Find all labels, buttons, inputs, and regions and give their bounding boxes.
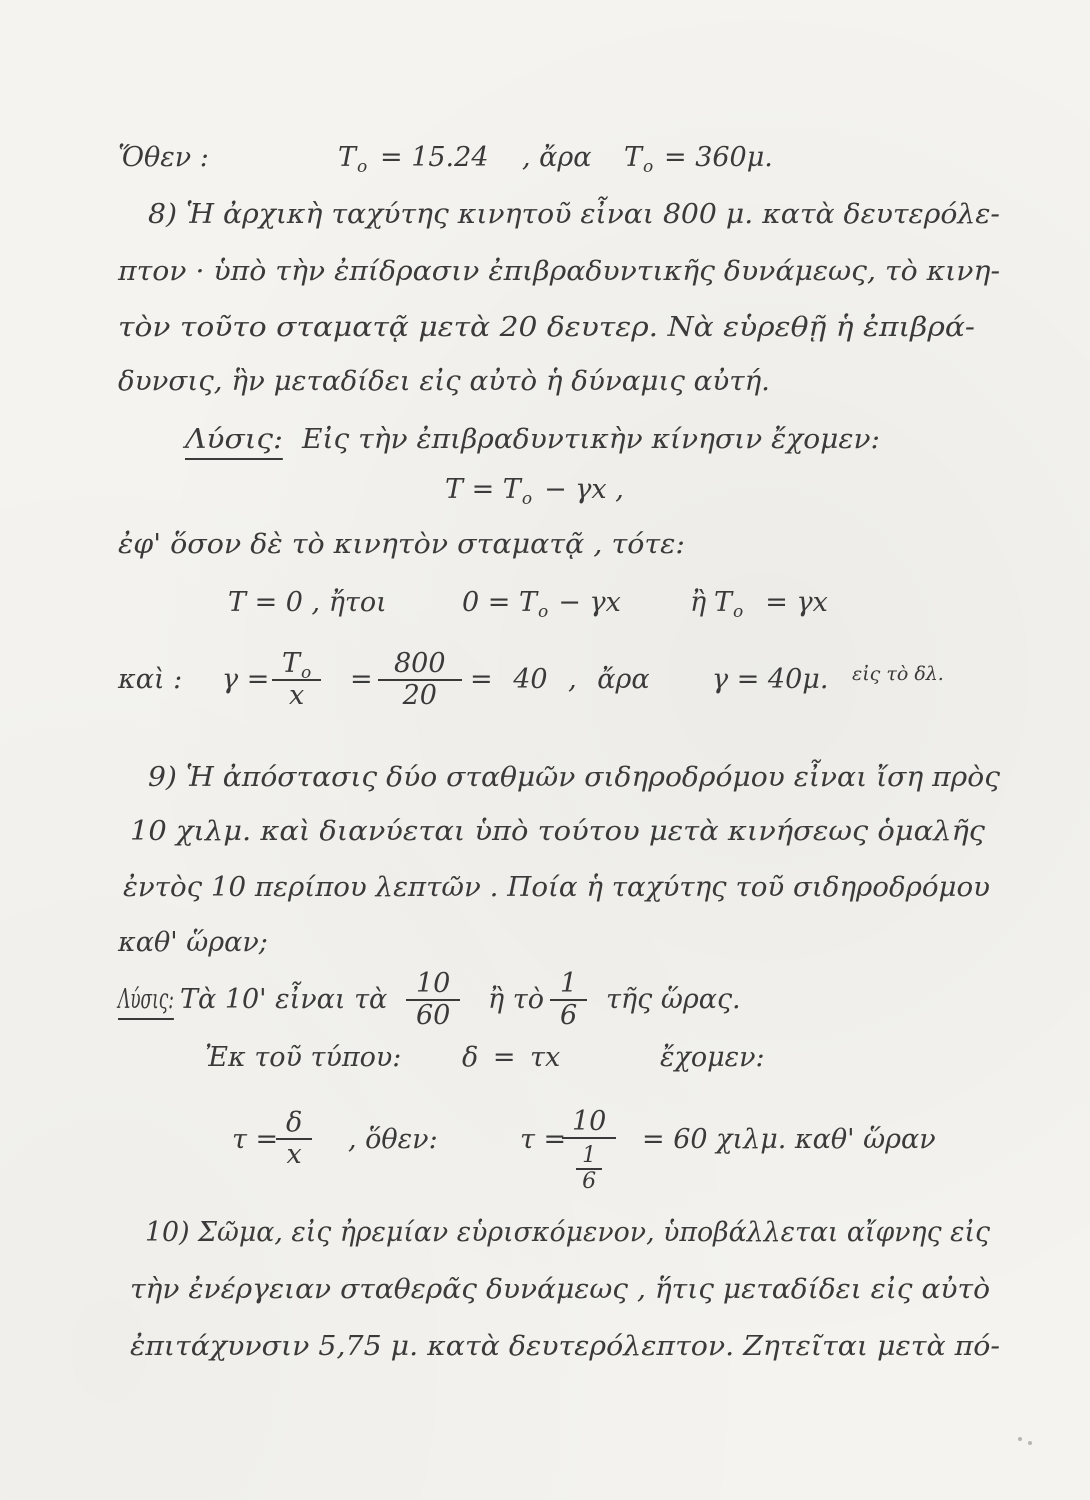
symbol-t: T <box>714 587 733 618</box>
text-line: τὸν τοῦτο σταματᾷ μετὰ 20 δευτερ. Νὰ εὑρεθῇ ἡ ἐπιβρά- <box>118 312 976 343</box>
step1-text: Τὰ 10' εἶναι τὰ <box>180 984 388 1015</box>
fraction-numerator: 10 <box>416 968 451 999</box>
tau-equals: τ = <box>232 1124 279 1155</box>
step1-tail: τῆς ὥρας. <box>606 984 741 1015</box>
problem-8-line-1 <box>148 198 1000 232</box>
text-line: ἐντὸς 10 περίπου λεπτῶν . Ποία ἡ ταχύτης τοῦ σιδηροδρόμου <box>123 872 991 903</box>
text-line: 8) Ἡ ἀρχικὴ ταχύτης κινητοῦ εἶναι 800 μ. κατὰ δευτερόλε- <box>148 199 1000 230</box>
kai-word: καὶ : <box>118 664 183 695</box>
text-line: Εἰς τὴν ἐπιβραδυντικὴν κίνησιν ἔχομεν: <box>302 424 880 455</box>
text-line: ἐφ' ὅσον δὲ τὸ κινητὸν σταματᾷ , τότε: <box>118 529 685 560</box>
fraction-denominator <box>576 1139 602 1194</box>
fraction-denominator: x <box>286 1139 302 1170</box>
equation-part: 0 = T <box>462 587 537 618</box>
stop-condition <box>118 528 685 562</box>
fraction-1-over-6-small <box>576 1144 602 1194</box>
fraction-denominator: 6 <box>582 1169 597 1194</box>
problem-8-line-3 <box>118 311 975 345</box>
fraction-denominator: 20 <box>402 680 437 711</box>
problem-10-line-1 <box>145 1216 990 1250</box>
t0-value-1: = 15.24 <box>380 142 489 173</box>
equation-lhs: T = T <box>445 474 521 505</box>
equation-rhs: − γx , <box>544 474 624 505</box>
fraction-1-over-6 <box>550 969 587 1031</box>
fraction-t0-over-x <box>272 649 321 711</box>
fraction-numerator: 1 <box>560 968 578 999</box>
othen-word: Ὅθεν : <box>118 142 209 173</box>
t0-symbol-2 <box>624 141 653 175</box>
fraction-denominator: 60 <box>416 1000 451 1031</box>
t0-value-2: = 360μ. <box>664 142 773 173</box>
tau-equals-2: τ = <box>520 1124 567 1155</box>
text-line: τὴν ἐνέργειαν σταθερᾶς δυνάμεως , ἥτις μεταδίδει εἰς αὐτὸ <box>130 1274 991 1305</box>
result-40: = 40 , ἄρα <box>470 664 650 695</box>
subscript-o: o <box>357 157 368 177</box>
or-the-word: ἢ τὸ <box>488 984 544 1015</box>
problem-9-line-1 <box>148 761 1000 795</box>
equals-sign: = <box>350 664 373 695</box>
text-line: ἐπιτάχυνσιν 5,75 μ. κατὰ δευτερόλεπτον. Ζητεῖται μετὰ πό- <box>130 1331 1000 1362</box>
text-line: δυνσις, ἣν μεταδίδει εἰς αὐτὸ ἡ δύναμις αὐτή. <box>118 366 770 397</box>
text-line: 9) Ἡ ἀπόστασις δύο σταθμῶν σιδηροδρόμου εἶναι ἴση πρὸς <box>148 762 1001 793</box>
fraction-numerator: 800 <box>394 648 446 679</box>
t0-symbol <box>338 141 367 175</box>
solution-8-intro <box>302 423 880 457</box>
symbol-t: T <box>338 142 357 173</box>
subscript-o: o <box>733 602 744 622</box>
solution-label-text: Λύσις: <box>185 423 283 460</box>
equation-part: − γx <box>558 587 621 618</box>
scan-speck <box>1018 1437 1022 1441</box>
problem-8-line-2 <box>118 255 1000 289</box>
fraction-800-over-20 <box>378 649 462 711</box>
fraction-numerator <box>272 648 321 683</box>
step2-text: Ἐκ τοῦ τύπου: <box>205 1042 402 1073</box>
text-line: 10) Σῶμα, εἰς ἠρεμίαν εὑρισκόμενον, ὑποβάλλεται αἴφνης εἰς <box>145 1217 990 1248</box>
or-word: ἢ <box>690 587 707 618</box>
problem-9-line-3 <box>123 871 990 905</box>
solution-8-label <box>185 423 283 457</box>
othen-word-2: , ὅθεν: <box>348 1124 438 1155</box>
fraction-numerator: 10 <box>572 1106 607 1137</box>
subscript-o: o <box>537 602 549 622</box>
text-line: πτον · ὑπὸ τὴν ἐπίδρασιν ἐπιβραδυντικῆς δυνάμεως, τὸ κινη- <box>118 256 1000 287</box>
problem-10-line-2 <box>130 1273 990 1307</box>
subscript-o: o <box>643 157 654 177</box>
equation-stop-b <box>462 586 621 620</box>
text-line: 10 χιλμ. καὶ διανύεται ὑπὸ τούτου μετὰ κινήσεως ὁμαλῆς <box>130 816 986 847</box>
equation-stop-c <box>714 586 828 620</box>
solution-9-label <box>118 983 174 1017</box>
symbol-t: T <box>624 142 643 173</box>
fraction-denominator: 6 <box>560 1000 578 1031</box>
unit-per-second: εἰς τὸ δλ. <box>852 663 944 685</box>
problem-8-line-4 <box>118 365 770 399</box>
subscript-o: o <box>301 663 312 683</box>
final-gamma: γ = 40μ. <box>712 664 829 695</box>
fraction-denominator: x <box>289 680 305 711</box>
fraction-10-over-60 <box>406 969 460 1031</box>
scan-speck <box>1028 1441 1032 1445</box>
step2-tail: ἔχομεν: <box>660 1042 765 1073</box>
symbol-t: T <box>282 648 301 679</box>
equation-part: = γx <box>765 587 828 618</box>
fraction-numerator: δ <box>286 1107 303 1138</box>
speed-result: = 60 χιλμ. καθ' ὥραν <box>642 1124 936 1155</box>
step2-formula: δ = τx <box>462 1042 561 1073</box>
problem-9-line-2 <box>130 815 985 849</box>
equation-motion <box>445 473 624 507</box>
fraction-10-over-one-sixth <box>562 1107 616 1194</box>
fraction-numerator: 1 <box>582 1143 597 1168</box>
problem-10-line-3 <box>130 1330 1000 1364</box>
fraction-delta-over-x <box>276 1108 312 1170</box>
problem-9-line-4: καθ' ὥραν; <box>118 927 268 958</box>
equation-stop-a: T = 0 , ἤτοι <box>228 587 387 618</box>
gamma-equals: γ = <box>222 664 270 695</box>
solution-label-text: Λύσις: <box>118 983 174 1020</box>
subscript-o: o <box>521 489 533 509</box>
ara-word: , ἄρα <box>522 142 592 173</box>
